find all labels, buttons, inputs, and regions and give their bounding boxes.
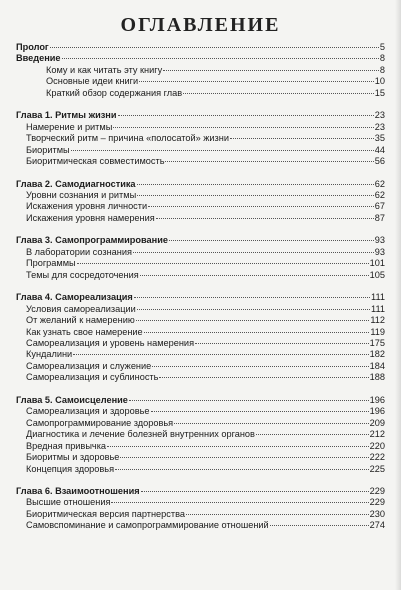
- dot-leader: [144, 332, 370, 333]
- page-title: ОГЛАВЛЕНИЕ: [120, 14, 281, 36]
- toc-page-number: 182: [369, 349, 385, 360]
- dot-leader: [195, 343, 369, 344]
- dot-leader: [137, 184, 374, 185]
- toc-page-number: 209: [369, 417, 385, 428]
- toc-entry-label: Намерение и ритмы: [26, 121, 113, 132]
- toc-page-number: 212: [369, 429, 385, 440]
- toc-page-number: 93: [374, 246, 385, 257]
- dot-leader: [163, 70, 379, 71]
- toc-entry-label: Пролог: [16, 42, 49, 52]
- toc-page-number: 112: [370, 315, 385, 326]
- toc-entry: [16, 327, 385, 338]
- toc-entry-label: Глава 6. Взаимоотношения: [16, 485, 140, 496]
- toc-entry-label: От желаний к намерению: [26, 315, 135, 326]
- table-of-contents: [16, 42, 385, 532]
- toc-page-number: 23: [374, 110, 385, 121]
- toc-entry: [16, 65, 385, 76]
- toc-entry-label: Кому и как читать эту книгу: [46, 64, 163, 75]
- toc-entry-label: Глава 4. Самореализация: [16, 292, 133, 303]
- toc-page-number: 62: [374, 178, 385, 189]
- dot-leader: [174, 423, 369, 424]
- dot-leader: [186, 514, 369, 515]
- toc-entry-label: Основные идеи книги: [46, 76, 139, 87]
- toc-entry: [16, 520, 385, 531]
- toc-page-number: 5: [379, 42, 385, 52]
- section-gap: [16, 281, 385, 292]
- toc-page-number: 56: [374, 156, 385, 167]
- toc-entry-label: Самопрограммирование здоровья: [26, 417, 174, 428]
- toc-entry-label: В лаборатории сознания: [26, 246, 132, 257]
- toc-entry-label: Темы для сосредоточения: [26, 269, 139, 280]
- toc-entry: [16, 418, 385, 429]
- toc-page-number: 111: [371, 303, 385, 314]
- dot-leader: [139, 81, 374, 82]
- toc-page-number: 67: [374, 201, 385, 212]
- toc-page-number: 184: [369, 360, 385, 371]
- toc-page-number: 105: [369, 269, 385, 280]
- toc-entry-label: Самореализация и сублиность: [26, 372, 159, 383]
- toc-page-number: 175: [369, 337, 385, 348]
- dot-leader: [183, 93, 374, 94]
- toc-entry: [16, 122, 385, 133]
- section-gap: [16, 168, 385, 179]
- toc-entry: [16, 452, 385, 463]
- toc-entry: [16, 213, 385, 224]
- page-edge-shadow: [395, 0, 401, 590]
- section-gap: [16, 224, 385, 235]
- toc-entry-label: Уровни сознания и ритмы: [26, 189, 137, 200]
- dot-leader: [141, 491, 369, 492]
- toc-entry: [16, 247, 385, 258]
- toc-page-number: 10: [374, 76, 385, 87]
- section-gap: [16, 475, 385, 486]
- toc-entry-label: Условия самореализации: [26, 303, 136, 314]
- dot-leader: [129, 400, 369, 401]
- toc-page-number: 222: [369, 452, 385, 463]
- toc-page-number: 8: [379, 64, 385, 75]
- dot-leader: [50, 47, 379, 48]
- toc-page-number: 229: [369, 485, 385, 496]
- toc-entry: [16, 201, 385, 212]
- dot-leader: [151, 411, 369, 412]
- toc-entry-label: Искажения уровня намерения: [26, 212, 155, 223]
- dot-leader: [270, 525, 369, 526]
- toc-entry: [16, 270, 385, 281]
- toc-page-number: 230: [369, 508, 385, 519]
- toc-entry-label: Введение: [16, 53, 61, 64]
- toc-page-number: 196: [369, 394, 385, 405]
- toc-page-number: 93: [374, 235, 385, 246]
- dot-leader: [71, 150, 374, 151]
- dot-leader: [159, 377, 368, 378]
- toc-entry-label: Биоритмы: [26, 144, 70, 155]
- toc-entry: [16, 315, 385, 326]
- toc-entry-label: Кундалини: [26, 349, 73, 360]
- toc-chapter-entry: [16, 395, 385, 406]
- toc-page-number: 274: [369, 520, 385, 531]
- dot-leader: [62, 58, 379, 59]
- toc-entry-label: Как узнать свое намерение: [26, 326, 143, 337]
- toc-page-number: 15: [374, 87, 385, 98]
- toc-entry: [16, 338, 385, 349]
- toc-entry: [16, 361, 385, 372]
- toc-entry: [16, 509, 385, 520]
- toc-entry: [16, 133, 385, 144]
- dot-leader: [111, 502, 368, 503]
- toc-chapter-entry: [16, 179, 385, 190]
- toc-entry: [16, 406, 385, 417]
- toc-entry: [16, 88, 385, 99]
- toc-entry: [16, 190, 385, 201]
- toc-entry: [16, 156, 385, 167]
- toc-entry-label: Биоритмы и здоровье: [26, 452, 120, 463]
- dot-leader: [137, 195, 374, 196]
- toc-entry-label: Глава 3. Самопрограммирование: [16, 235, 168, 246]
- toc-entry-label: Глава 5. Самоисцеление: [16, 394, 128, 405]
- dot-leader: [140, 275, 369, 276]
- dot-leader: [77, 263, 369, 264]
- dot-leader: [120, 457, 368, 458]
- toc-entry-label: Высшие отношения: [26, 497, 111, 508]
- toc-entry-label: Глава 1. Ритмы жизни: [16, 110, 117, 121]
- toc-entry-label: Самовспоминание и самопрограммирование отношений: [26, 520, 269, 531]
- toc-page-number: 44: [374, 144, 385, 155]
- dot-leader: [73, 354, 368, 355]
- toc-chapter-entry: [16, 292, 385, 303]
- toc-entry: [16, 304, 385, 315]
- toc-entry-label: Самореализация и служение: [26, 360, 152, 371]
- dot-leader: [152, 366, 368, 367]
- toc-entry: [16, 258, 385, 269]
- toc-entry: [16, 429, 385, 440]
- toc-page-number: 35: [374, 133, 385, 144]
- toc-entry-label: Глава 2. Самодиагностика: [16, 178, 136, 189]
- toc-chapter-entry: [16, 53, 385, 64]
- toc-chapter-entry: [16, 110, 385, 121]
- toc-entry: [16, 145, 385, 156]
- toc-entry-label: Биоритмическая версия партнерства: [26, 508, 185, 519]
- toc-page-number: 8: [379, 53, 385, 64]
- toc-entry: [16, 349, 385, 360]
- section-gap: [16, 99, 385, 110]
- toc-page-number: 87: [374, 212, 385, 223]
- toc-entry-label: Самореализация и здоровье: [26, 406, 150, 417]
- toc-entry: [16, 497, 385, 508]
- dot-leader: [134, 297, 370, 298]
- toc-page-number: 111: [371, 292, 385, 303]
- toc-entry-label: Краткий обзор содержания глав: [46, 87, 183, 98]
- toc-entry-label: Самореализация и уровень намерения: [26, 337, 195, 348]
- toc-chapter-entry: [16, 486, 385, 497]
- dot-leader: [118, 115, 374, 116]
- dot-leader: [133, 252, 374, 253]
- dot-leader: [256, 434, 369, 435]
- toc-entry-label: Биоритмическая совместимость: [26, 156, 165, 167]
- toc-entry-label: Вредная привычка: [26, 440, 107, 451]
- toc-page-number: 119: [370, 326, 385, 337]
- dot-leader: [230, 138, 374, 139]
- toc-entry-label: Диагностика и лечение болезней внутренних органов: [26, 429, 255, 440]
- toc-entry-label: Искажения уровня личности: [26, 201, 148, 212]
- toc-chapter-entry: [16, 235, 385, 246]
- dot-leader: [156, 218, 374, 219]
- toc-entry: [16, 372, 385, 383]
- dot-leader: [107, 446, 369, 447]
- toc-entry: [16, 464, 385, 475]
- toc-entry: [16, 76, 385, 87]
- toc-page-number: 220: [369, 440, 385, 451]
- toc-page-number: 229: [369, 497, 385, 508]
- toc-page-number: 196: [369, 406, 385, 417]
- toc-page-number: 62: [374, 189, 385, 200]
- dot-leader: [136, 320, 370, 321]
- dot-leader: [169, 240, 374, 241]
- toc-page-number: 23: [374, 121, 385, 132]
- toc-entry-label: Творческий ритм – причина «полосатой» жизни: [26, 133, 229, 144]
- toc-page-number: 225: [369, 463, 385, 474]
- dot-leader: [137, 309, 370, 310]
- dot-leader: [165, 161, 373, 162]
- dot-leader: [148, 206, 374, 207]
- section-gap: [16, 384, 385, 395]
- dot-leader: [115, 469, 369, 470]
- dot-leader: [113, 127, 373, 128]
- toc-entry-label: Концепция здоровья: [26, 463, 115, 474]
- toc-entry-label: Программы: [26, 258, 76, 269]
- toc-page-number: 101: [369, 258, 385, 269]
- toc-page-number: 188: [369, 372, 385, 383]
- toc-chapter-entry: [16, 42, 385, 53]
- toc-entry: [16, 441, 385, 452]
